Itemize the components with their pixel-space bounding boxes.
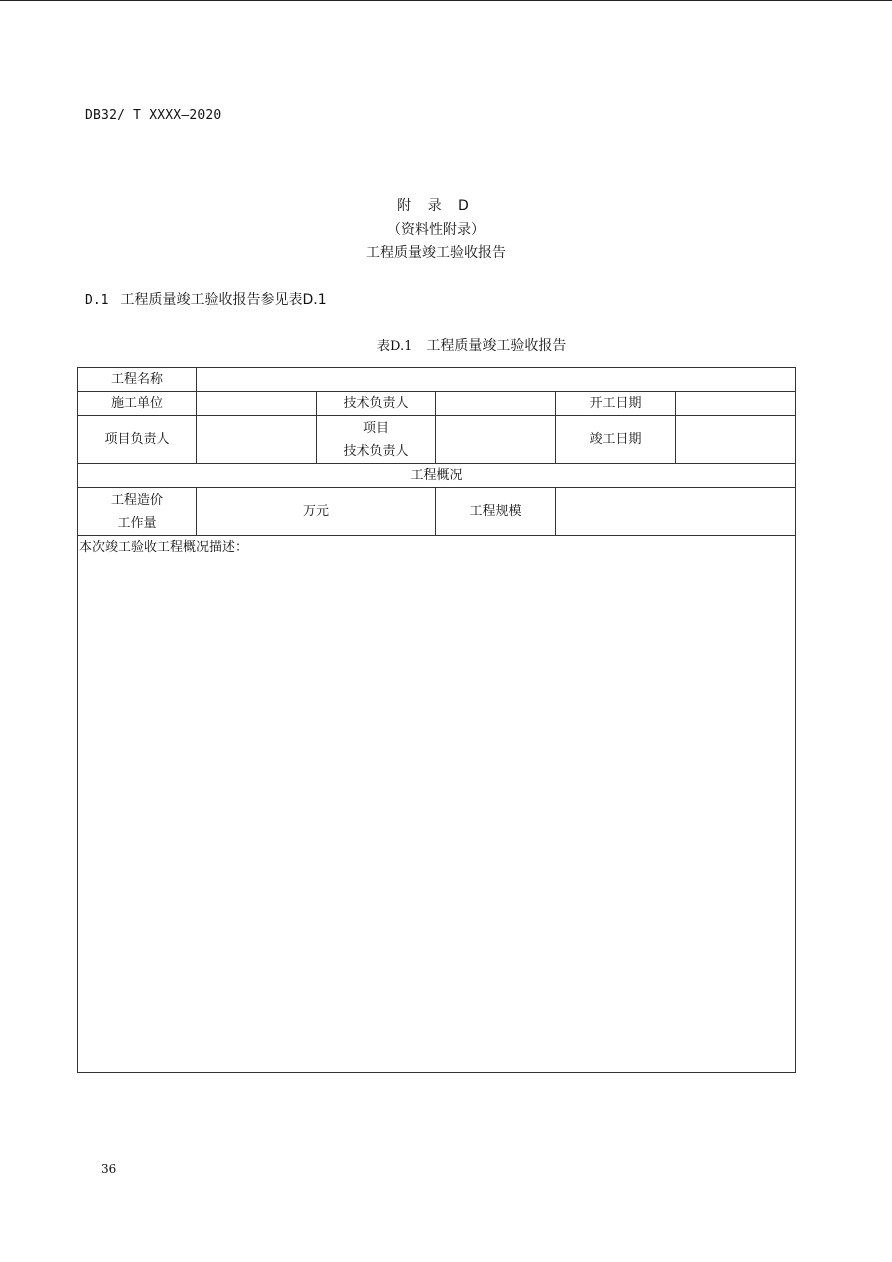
overview-label: 工程概况 — [78, 464, 796, 488]
description-cell[interactable] — [78, 536, 796, 1073]
clause-text: 工程质量竣工验收报告参见表D.1 — [120, 292, 327, 308]
table-row — [78, 488, 796, 536]
acceptance-report-table — [77, 367, 796, 1073]
start-date-label: 开工日期 — [556, 392, 676, 416]
project-tech-lead-line2: 技术负责人 — [343, 443, 409, 459]
project-tech-lead-line1: 项目 — [362, 420, 389, 436]
cost-value[interactable]: 万元 — [197, 488, 436, 536]
project-name-label: 工程名称 — [78, 368, 197, 392]
project-tech-lead-label — [317, 416, 436, 464]
description-label: 本次竣工验收工程概况描述： — [79, 540, 249, 555]
document-code: DB32/ T XXXX—2020 — [85, 108, 222, 123]
appendix-type: （资料性附录） — [387, 222, 485, 238]
clause-number: D.1 — [85, 293, 109, 308]
project-manager-label: 项目负责人 — [78, 416, 197, 464]
scale-label: 工程规模 — [436, 488, 556, 536]
contractor-label: 施工单位 — [78, 392, 197, 416]
table-row — [78, 464, 796, 488]
table-caption-title: 工程质量竣工验收报告 — [426, 338, 567, 354]
appendix-label: 附 录 D — [397, 198, 475, 214]
completion-date-label: 竣工日期 — [556, 416, 676, 464]
table-row — [78, 536, 796, 1073]
project-manager-value[interactable] — [197, 416, 317, 464]
completion-date-value[interactable] — [676, 416, 796, 464]
clause-d1 — [85, 289, 327, 309]
table-caption-prefix: 表D.1 — [377, 339, 413, 354]
project-tech-lead-value[interactable] — [436, 416, 556, 464]
table-row — [78, 416, 796, 464]
appendix-title: 工程质量竣工验收报告 — [366, 245, 506, 261]
contractor-value[interactable] — [197, 392, 317, 416]
start-date-value[interactable] — [676, 392, 796, 416]
table-caption — [377, 335, 566, 355]
project-name-value[interactable] — [197, 368, 796, 392]
tech-lead-value[interactable] — [436, 392, 556, 416]
page-number: 36 — [101, 1162, 117, 1176]
table-row — [78, 392, 796, 416]
top-border-line — [0, 0, 892, 1]
scale-value[interactable] — [556, 488, 796, 536]
tech-lead-label: 技术负责人 — [317, 392, 436, 416]
cost-label-line1: 工程造价 — [110, 492, 163, 508]
cost-label — [78, 488, 197, 536]
table-row — [78, 368, 796, 392]
cost-label-line2: 工作量 — [117, 515, 157, 531]
